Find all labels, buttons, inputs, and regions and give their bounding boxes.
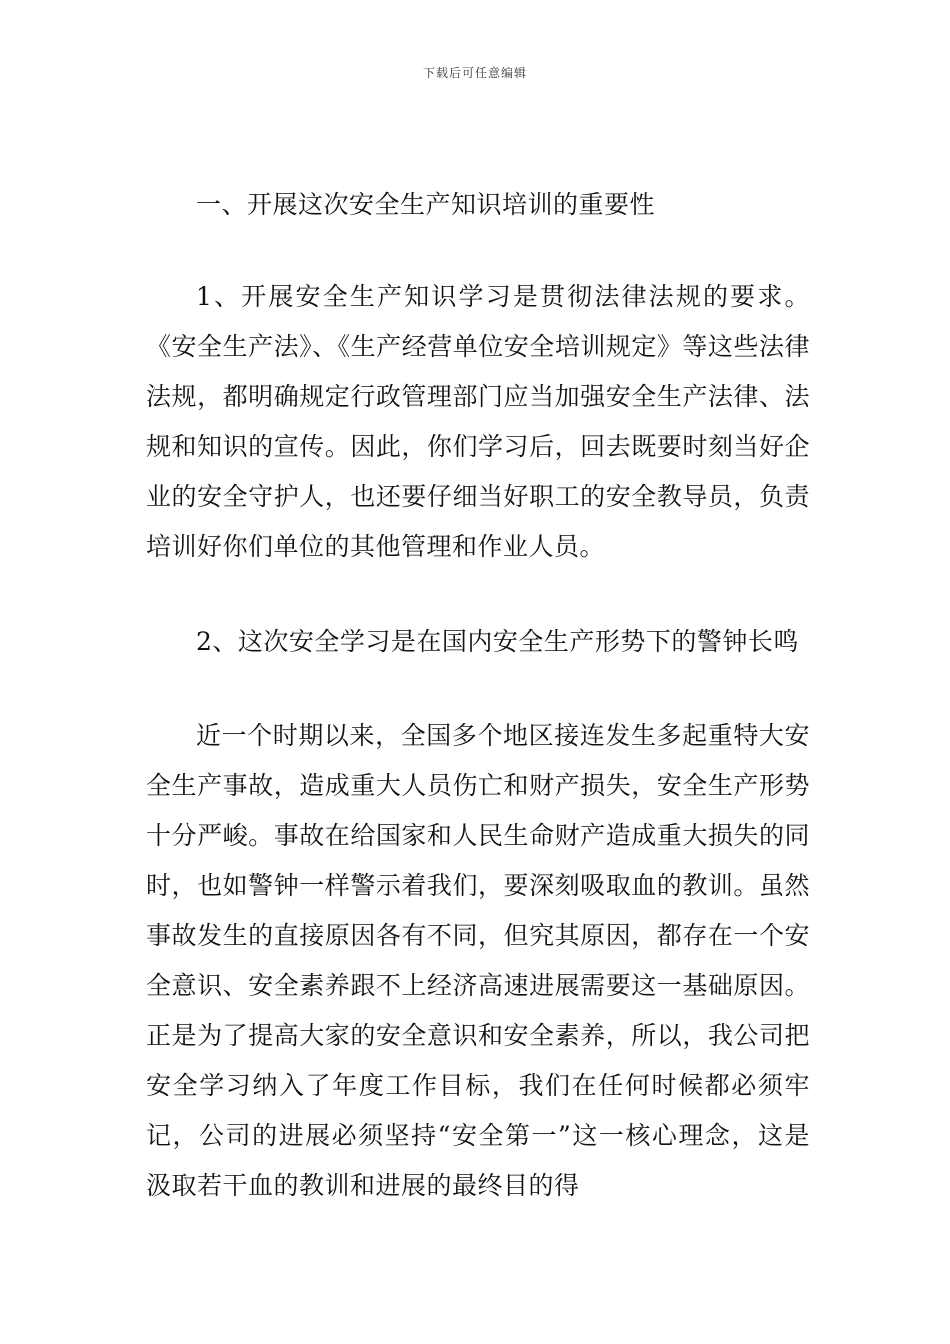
- paragraph-1: 1、开展安全生产知识学习是贯彻法律法规的要求。《安全生产法》、《生产经营单位安全培训规定》等这些法律法规，都明确规定行政管理部门应当加强安全生产法律、法规和知识的宣传。因此，你们学习后，回去既要时刻当好企业的安全守护人，也还要仔细当好职工的安全教导员，负责培训好你们单位的其他管理和作业人员。: [146, 282, 810, 561]
- section-title: 一、开展这次安全生产知识培训的重要性: [196, 190, 656, 219]
- subheading-2: 2、这次安全学习是在国内安全生产形势下的警钟长鸣: [196, 627, 799, 656]
- header-note: 下载后可任意编辑: [422, 66, 527, 80]
- paragraph-2: 近一个时期以来，全国多个地区接连发生多起重特大安全生产事故，造成重大人员伤亡和财产损失，安全生产形势十分严峻。事故在给国家和人民生命财产造成重大损失的同时，也如警钟一样警示着我们，要深刻吸取血的教训。虽然事故发生的直接原因各有不同，但究其原因，都存在一个安全意识、安全素养跟不上经济高速进展需要这一基础原因。正是为了提高大家的安全意识和安全素养，所以，我公司把安全学习纳入了年度工作目标，我们在任何时候都必须牢记，公司的进展必须坚持“安全第一”这一核心理念，这是汲取若干血的教训和进展的最终目的得: [146, 721, 810, 1200]
- document-body: [146, 180, 810, 1211]
